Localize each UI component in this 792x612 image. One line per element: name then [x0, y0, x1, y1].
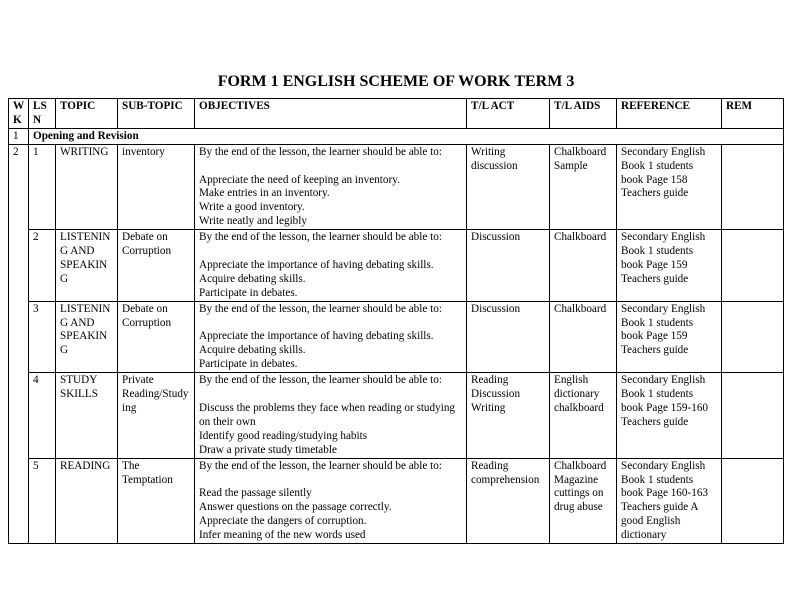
lesson-number: 5 [29, 458, 56, 543]
objective-item: Read the passage silently [199, 487, 312, 500]
objectives-intro: By the end of the lesson, the learner should be able to: [199, 459, 442, 472]
objective-item: Discuss the problems they face when reading or studying on their own [199, 401, 456, 428]
lesson-number: 2 [29, 230, 56, 302]
objectives-intro: By the end of the lesson, the learner should be able to: [199, 302, 442, 315]
objective-item: Make entries in an inventory. [199, 187, 330, 200]
objective-item: Answer questions on the passage correctly. [199, 501, 392, 514]
objective-item: Participate in debates. [199, 286, 298, 299]
tl-aids-cell: English dictionary chalkboard [550, 373, 617, 458]
objectives-cell [195, 230, 467, 302]
tl-aids-cell: Chalkboard [550, 301, 617, 373]
objective-item: Acquire debating skills. [199, 344, 306, 357]
objective-item: Draw a private study timetable [199, 443, 337, 456]
tl-activity-cell: Reading Discussion Writing [467, 373, 550, 458]
objective-item: Appreciate the need of keeping an inventory. [199, 173, 400, 186]
objective-item: Infer meaning of the new words used [199, 529, 366, 542]
remarks-cell [722, 230, 784, 302]
reference-cell: Secondary English Book 1 students book Page 160-163 Teachers guide A good English dictionary [617, 458, 722, 543]
objective-item: Acquire debating skills. [199, 272, 306, 285]
objective-item: Participate in debates. [199, 358, 298, 371]
page-title: FORM 1 ENGLISH SCHEME OF WORK TERM 3 [217, 73, 575, 90]
header-topic: TOPIC [56, 99, 118, 129]
objectives-cell [195, 301, 467, 373]
header-reference: REFERENCE [617, 99, 722, 129]
section-row [9, 128, 784, 144]
tl-aids-cell: Chalkboard [550, 230, 617, 302]
objective-item: Appreciate the importance of having debating skills. [199, 330, 434, 343]
topic-cell: LISTENING AND SPEAKING [56, 301, 118, 373]
objectives-intro: By the end of the lesson, the learner should be able to: [199, 231, 442, 244]
subtopic-cell: Debate on Corruption [118, 230, 195, 302]
lesson-row [9, 144, 784, 229]
reference-cell: Secondary English Book 1 students book Page 159 Teachers guide [617, 230, 722, 302]
header-remarks: REM [722, 99, 784, 129]
topic-cell: WRITING [56, 144, 118, 229]
topic-cell: READING [56, 458, 118, 543]
header-tl-act: T/L ACT [467, 99, 550, 129]
objective-item: Identify good reading/studying habits [199, 429, 368, 442]
objective-item: Write a good inventory. [199, 201, 305, 214]
header-tl-aids: T/L AIDS [550, 99, 617, 129]
remarks-cell [722, 373, 784, 458]
remarks-cell [722, 144, 784, 229]
objectives-intro: By the end of the lesson, the learner should be able to: [199, 374, 442, 387]
topic-cell: STUDY SKILLS [56, 373, 118, 458]
tl-activity-cell: Discussion [467, 230, 550, 302]
header-subtopic: SUB-TOPIC [118, 99, 195, 129]
header-lesson: LS N [29, 99, 56, 129]
section-title: Opening and Revision [29, 128, 784, 144]
lesson-row [9, 301, 784, 373]
scheme-of-work-table [8, 98, 784, 544]
tl-activity-cell: Discussion [467, 301, 550, 373]
objective-item: Appreciate the importance of having debating skills. [199, 258, 434, 271]
subtopic-cell: Private Reading/Studying [118, 373, 195, 458]
header-week: W K [9, 99, 29, 129]
objectives-intro: By the end of the lesson, the learner should be able to: [199, 145, 442, 158]
objectives-cell [195, 144, 467, 229]
objective-item: Appreciate the dangers of corruption. [199, 515, 367, 528]
reference-cell: Secondary English Book 1 students book Page 159-160 Teachers guide [617, 373, 722, 458]
subtopic-cell: The Temptation [118, 458, 195, 543]
lesson-row [9, 373, 784, 458]
objective-item: Write neatly and legibly [199, 215, 307, 228]
reference-cell: Secondary English Book 1 students book Page 158 Teachers guide [617, 144, 722, 229]
lesson-number: 3 [29, 301, 56, 373]
section-week: 1 [9, 128, 29, 144]
week-cell: 2 [9, 144, 29, 543]
lesson-number: 1 [29, 144, 56, 229]
header-row [9, 99, 784, 129]
lesson-number: 4 [29, 373, 56, 458]
subtopic-cell: Debate on Corruption [118, 301, 195, 373]
header-objectives: OBJECTIVES [195, 99, 467, 129]
topic-cell: LISTENING AND SPEAKING [56, 230, 118, 302]
lesson-row [9, 458, 784, 543]
remarks-cell [722, 301, 784, 373]
subtopic-cell: inventory [118, 144, 195, 229]
tl-activity-cell: Reading comprehension [467, 458, 550, 543]
tl-activity-cell: Writing discussion [467, 144, 550, 229]
reference-cell: Secondary English Book 1 students book Page 159 Teachers guide [617, 301, 722, 373]
remarks-cell [722, 458, 784, 543]
objectives-cell [195, 458, 467, 543]
tl-aids-cell: Chalkboard Magazine cuttings on drug abuse [550, 458, 617, 543]
lesson-row [9, 230, 784, 302]
tl-aids-cell: Chalkboard Sample [550, 144, 617, 229]
objectives-cell [195, 373, 467, 458]
